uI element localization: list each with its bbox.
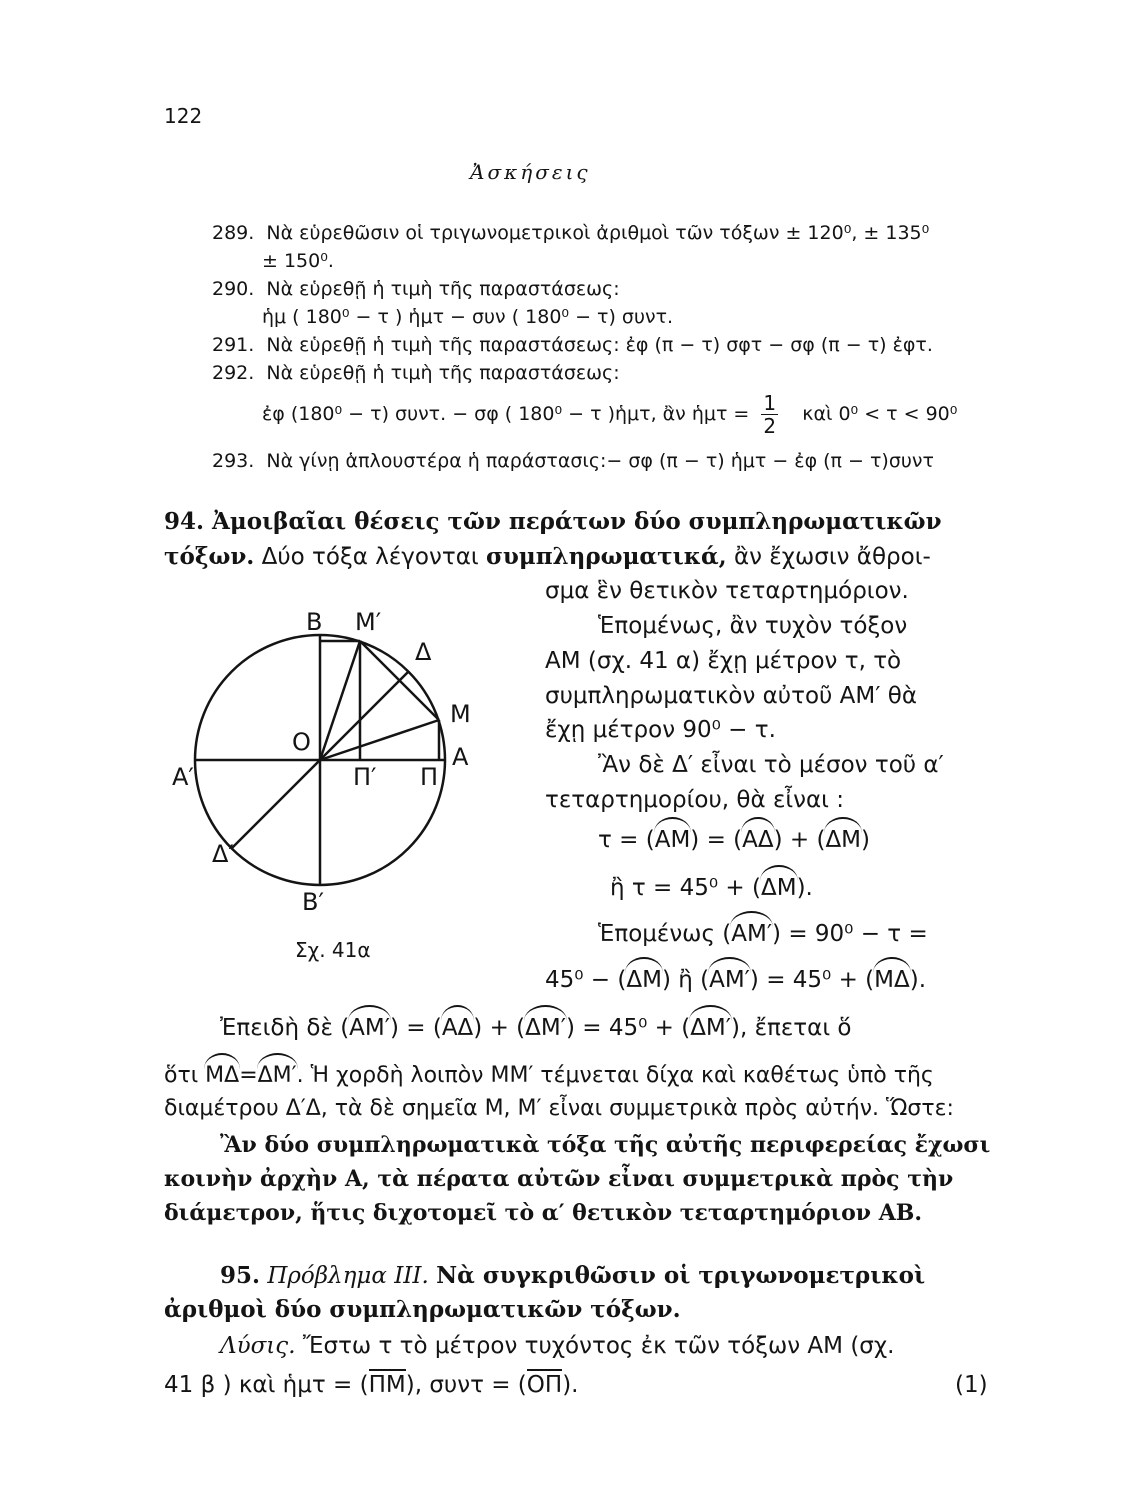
exercise-number: 292. — [212, 362, 255, 384]
section-94-line6: ἔχῃ μέτρον 90⁰ − τ. — [545, 717, 776, 743]
paragraph-since: Ἐπειδὴ δὲ (ΑΜ′) = (ΑΔ) + (ΔΜ′) = 45⁰ + (ΔΜ′), ἔπεται ὅ — [220, 1012, 851, 1041]
term-bold: συμπληρωματικά, — [485, 543, 727, 570]
arc-label: ΜΔ — [874, 964, 910, 993]
section-94-line5: συμπληρωματικὸν αὐτοῦ ΑΜ′ θὰ — [545, 683, 917, 709]
exercise-text: Νὰ εὑρεθῇ ἡ τιμὴ τῆς παραστάσεως: — [266, 362, 620, 384]
segment-label: ΟΠ — [527, 1369, 562, 1398]
section-number: 95. — [220, 1262, 261, 1289]
label-B: Β — [306, 608, 323, 636]
exercise-293 — [212, 450, 934, 472]
section-title: Ἀμοιβαῖαι θέσεις τῶν περάτων δύο συμπληρωματικῶν — [212, 508, 942, 535]
section-title-end: τόξων. — [164, 543, 255, 570]
solution-line-2: 41 β ) καὶ ἡμτ = (ΠΜ), συντ = (ΟΠ). — [164, 1372, 578, 1398]
section-94-line2: σμα ἓν θετικὸν τεταρτημόριον. — [545, 578, 909, 604]
arc-label: ΑΔ — [442, 1012, 473, 1041]
arc-label: ΔΜ′ — [525, 1012, 566, 1041]
theorem-line-1: Ἂν δύο συμπληρωματικὰ τόξα τῆς αὐτῆς περιφερείας ἔχωσι — [220, 1132, 991, 1158]
exercises-title: Ἀσκήσεις — [470, 160, 591, 184]
arc-label: ΜΔ — [205, 1060, 239, 1088]
section-94-line7: Ἂν δὲ Δ′ εἶναι τὸ μέσον τοῦ α′ — [598, 752, 944, 778]
exercise-290-cont: ἡμ ( 180⁰ − τ ) ἡμτ − συν ( 180⁰ − τ) συντ. — [262, 306, 674, 328]
label-P-prime: Π′ — [353, 763, 377, 791]
label-Delta: Δ — [415, 638, 432, 666]
arc-label: ΑΜ′ — [349, 1012, 390, 1041]
paragraph-chord: ὅτι ΜΔ=ΔΜ′. Ἡ χορδὴ λοιπὸν ΜΜ′ τέμνεται δίχα καὶ καθέτως ὑπὸ τῆς — [164, 1060, 934, 1088]
arc-label: ΑΔ — [742, 824, 773, 853]
exercise-292-expr — [262, 392, 957, 437]
fraction-one-half: $\frac{1}{2}$ — [763, 391, 777, 438]
section-95-heading-2: ἀριθμοὶ δύο συμπληρωματικῶν τόξων. — [164, 1296, 681, 1323]
exercise-number: 293. — [212, 450, 255, 472]
equation-number: (1) — [955, 1372, 988, 1398]
exercise-text: Νὰ εὑρεθῇ ἡ τιμὴ τῆς παραστάσεως: ἐφ (π − τ) σφτ − σφ (π − τ) ἐφτ. — [266, 334, 933, 356]
exercise-number: 290. — [212, 278, 255, 300]
label-A-prime: Α′ — [172, 763, 194, 791]
condition: καὶ 0⁰ < τ < 90⁰ — [802, 403, 958, 425]
label-A: Α — [452, 743, 469, 771]
arc-label: ΔΜ — [626, 964, 662, 993]
arc-label: ΑΜ — [655, 824, 691, 853]
figure-caption: Σχ. 41α — [295, 938, 371, 962]
section-94-line3: Ἑπομένως, ἂν τυχὸν τόξον — [598, 613, 908, 639]
exercise-290 — [212, 278, 620, 300]
label-O: Ο — [292, 728, 311, 756]
segment-label: ΠΜ — [369, 1369, 406, 1398]
label-B-prime: Β′ — [302, 888, 324, 916]
arc-label: ΔΜ — [761, 872, 797, 901]
arc-label: ΔΜ — [825, 824, 861, 853]
label-M: Μ — [450, 700, 471, 728]
label-M-prime: Μ′ — [355, 608, 382, 636]
section-number: 94. — [164, 508, 205, 535]
problem-title: Πρόβλημα ΙΙΙ. — [267, 1263, 429, 1289]
equation-1: τ = (ΑΜ) = (ΑΔ) + (ΔΜ) — [598, 824, 870, 853]
exercise-292 — [212, 362, 620, 384]
arc-label: ΑΜ′ — [709, 964, 750, 993]
figure-41a — [170, 600, 490, 970]
radius-om-prime — [320, 641, 360, 760]
section-95-heading — [220, 1262, 925, 1289]
arc-label: ΔΜ′ — [258, 1060, 297, 1088]
exercise-number: 291. — [212, 334, 255, 356]
page-number: 122 — [164, 104, 203, 128]
expression: ἐφ (180⁰ − τ) συντ. − σφ ( 180⁰ − τ )ἡμτ, ἂν ἡμτ = — [262, 403, 750, 425]
exercise-text: Νὰ γίνῃ ἁπλουστέρα ἡ παράστασις:− σφ (π − τ) ἡμτ − ἐφ (π − τ)συντ — [266, 450, 934, 472]
exercise-text: Νὰ εὑρεθῶσιν οἱ τριγωνομετρικοὶ ἀριθμοὶ τῶν τόξων ± 120⁰, ± 135⁰ — [266, 222, 930, 244]
equation-3: Ἑπομένως (ΑΜ′) = 90⁰ − τ = — [598, 918, 928, 947]
section-94-line4: ΑΜ (σχ. 41 α) ἔχῃ μέτρον τ, τὸ — [545, 648, 902, 674]
text: Δύο τόξα λέγονται — [261, 544, 479, 570]
theorem-line-3: διάμετρον, ἥτις διχοτομεῖ τὸ α′ θετικὸν τεταρτημόριον ΑΒ. — [164, 1200, 923, 1226]
equation-2: ἢ τ = 45⁰ + (ΔΜ). — [610, 872, 813, 901]
problem-statement: Νὰ συγκριθῶσιν οἱ τριγωνομετρικοὶ — [436, 1262, 926, 1289]
text: ἂν ἔχωσιν ἄθροι- — [733, 544, 931, 570]
section-94-heading — [164, 508, 942, 535]
exercise-number: 289. — [212, 222, 255, 244]
label-Delta-prime: Δ′ — [212, 840, 234, 868]
label-P: Π — [420, 763, 439, 791]
theorem-line-2: κοινὴν ἀρχὴν Α, τὰ πέρατα αὐτῶν εἶναι συμμετρικὰ πρὸς τὴν — [164, 1166, 954, 1192]
exercise-289 — [212, 222, 929, 244]
equation-4: 45⁰ − (ΔΜ) ἢ (ΑΜ′) = 45⁰ + (ΜΔ). — [545, 964, 926, 993]
exercise-289-cont: ± 150⁰. — [262, 250, 334, 272]
arc-label: ΑΜ′ — [731, 918, 772, 947]
exercise-291 — [212, 334, 933, 356]
solution-line-1 — [220, 1333, 894, 1359]
paragraph-diameter: διαμέτρου Δ′Δ, τὰ δὲ σημεῖα Μ, Μ′ εἶναι συμμετρικὰ πρὸς αὐτήν. Ὥστε: — [164, 1096, 954, 1121]
section-94-line1 — [164, 543, 931, 570]
radius-om — [320, 720, 439, 760]
exercise-text: Νὰ εὑρεθῇ ἡ τιμὴ τῆς παραστάσεως: — [266, 278, 620, 300]
solution-text: Ἔστω τ τὸ μέτρον τυχόντος ἐκ τῶν τόξων ΑΜ (σχ. — [302, 1333, 895, 1359]
section-94-line8: τεταρτημορίου, θὰ εἶναι : — [545, 787, 845, 813]
solution-label: Λύσις. — [220, 1333, 296, 1359]
arc-label: ΔΜ′ — [690, 1012, 731, 1041]
